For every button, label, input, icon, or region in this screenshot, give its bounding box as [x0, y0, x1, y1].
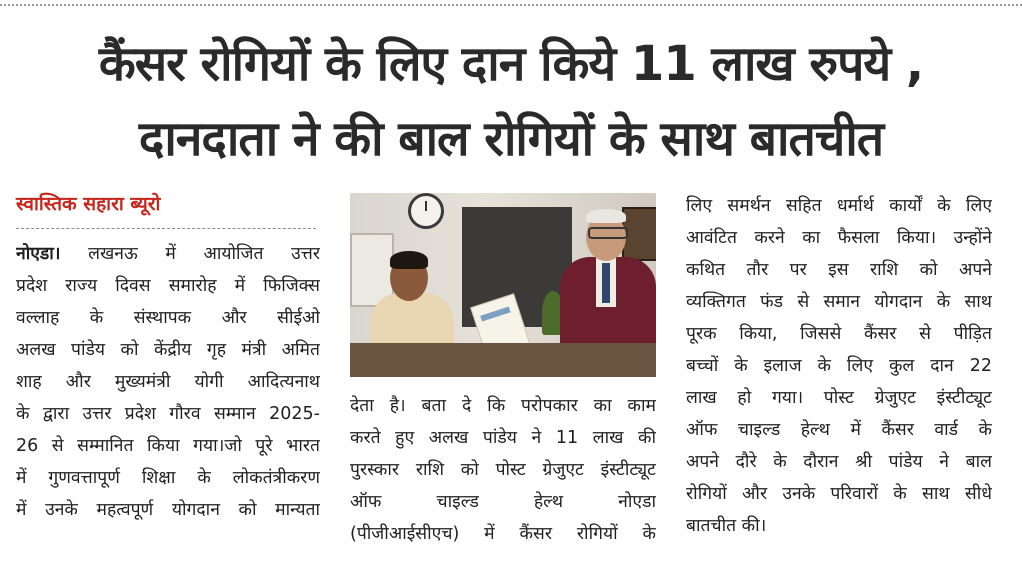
- desk: [350, 343, 656, 377]
- article-line: आवंटित करने का फैसला किया। उन्होंने: [686, 228, 992, 248]
- glasses-icon: [588, 227, 628, 239]
- headline-line-2: दानदाता ने की बाल रोगियों के साथ बातचीत: [138, 111, 884, 167]
- article-line: देता है। बता दे कि परोपकार का काम: [350, 396, 656, 416]
- article-line: वल्लाह के संस्थापक और सीईओ: [16, 308, 320, 328]
- article-line: रोगियों और उनके परिवारों के साथ सीधे: [686, 484, 992, 504]
- person-left-hair: [390, 251, 428, 269]
- person-right-hair: [586, 209, 626, 223]
- article-line: ऑफ चाइल्ड हेल्थ नोएडा: [350, 492, 656, 512]
- article-column-2: [350, 390, 656, 550]
- article-line: में उनके महत्वपूर्ण योगदान को मान्यता: [16, 500, 320, 520]
- article-line: नोएडा। लखनऊ में आयोजित उत्तर: [16, 244, 320, 264]
- article-line: व्यक्तिगत फंड से समान योगदान के साथ: [686, 292, 992, 312]
- article-line: (पीजीआईसीएच) में कैंसर रोगियों के: [350, 524, 656, 544]
- article-line: के द्वारा उत्तर प्रदेश गौरव सम्मान 2025-: [16, 404, 320, 424]
- article-line: शाह और मुख्यमंत्री योगी आदित्यनाथ: [16, 372, 320, 392]
- article-line: प्रदेश राज्य दिवस समारोह में फिजिक्स: [16, 276, 320, 296]
- person-right-tie: [602, 263, 610, 303]
- article-column-3: [686, 190, 992, 542]
- article-line: में गुणवत्तापूर्ण शिक्षा के लोकतंत्रीकरण: [16, 468, 320, 488]
- wall-clock-icon: [408, 193, 444, 229]
- article-line: लिए समर्थन सहित धर्मार्थ कार्यों के लिए: [686, 196, 992, 216]
- news-photo: [350, 193, 656, 377]
- article-line: लाख हो गया। पोस्ट ग्रेजुएट इंस्टीट्यूट: [686, 388, 992, 408]
- article-line: बातचीत की।: [686, 516, 767, 536]
- byline-divider: [16, 228, 316, 229]
- article-line: 26 से सम्मानित किया गया।जो पूरे भारत: [16, 436, 320, 456]
- article-line: ऑफ चाइल्ड हेल्थ में कैंसर वार्ड के: [686, 420, 992, 440]
- article-line: कथित तौर पर इस राशि को अपने: [686, 260, 992, 280]
- article-line: अपने दौरे के दौरान श्री पांडेय ने बाल: [686, 452, 992, 472]
- article-column-1: [16, 238, 320, 526]
- article-line: अलख पांडेय को केंद्रीय गृह मंत्री अमित: [16, 340, 320, 360]
- byline: स्वास्तिक सहारा ब्यूरो: [16, 193, 161, 215]
- article-line: बच्चों के इलाज के लिए कुल दान 22: [686, 356, 992, 376]
- article-line: करते हुए अलख पांडेय ने 11 लाख की: [350, 428, 656, 448]
- dateline: नोएडा।: [16, 244, 61, 264]
- article-line: पुरस्कार राशि को पोस्ट ग्रेजुएट इंस्टीट्यूट: [350, 460, 656, 480]
- top-dotted-rule: [0, 4, 1022, 6]
- headline-line-1: कैंसर रोगियों के लिए दान किये 11 लाख रुपये ,: [98, 36, 924, 92]
- article-line: पूरक किया, जिससे कैंसर से पीड़ित: [686, 324, 992, 344]
